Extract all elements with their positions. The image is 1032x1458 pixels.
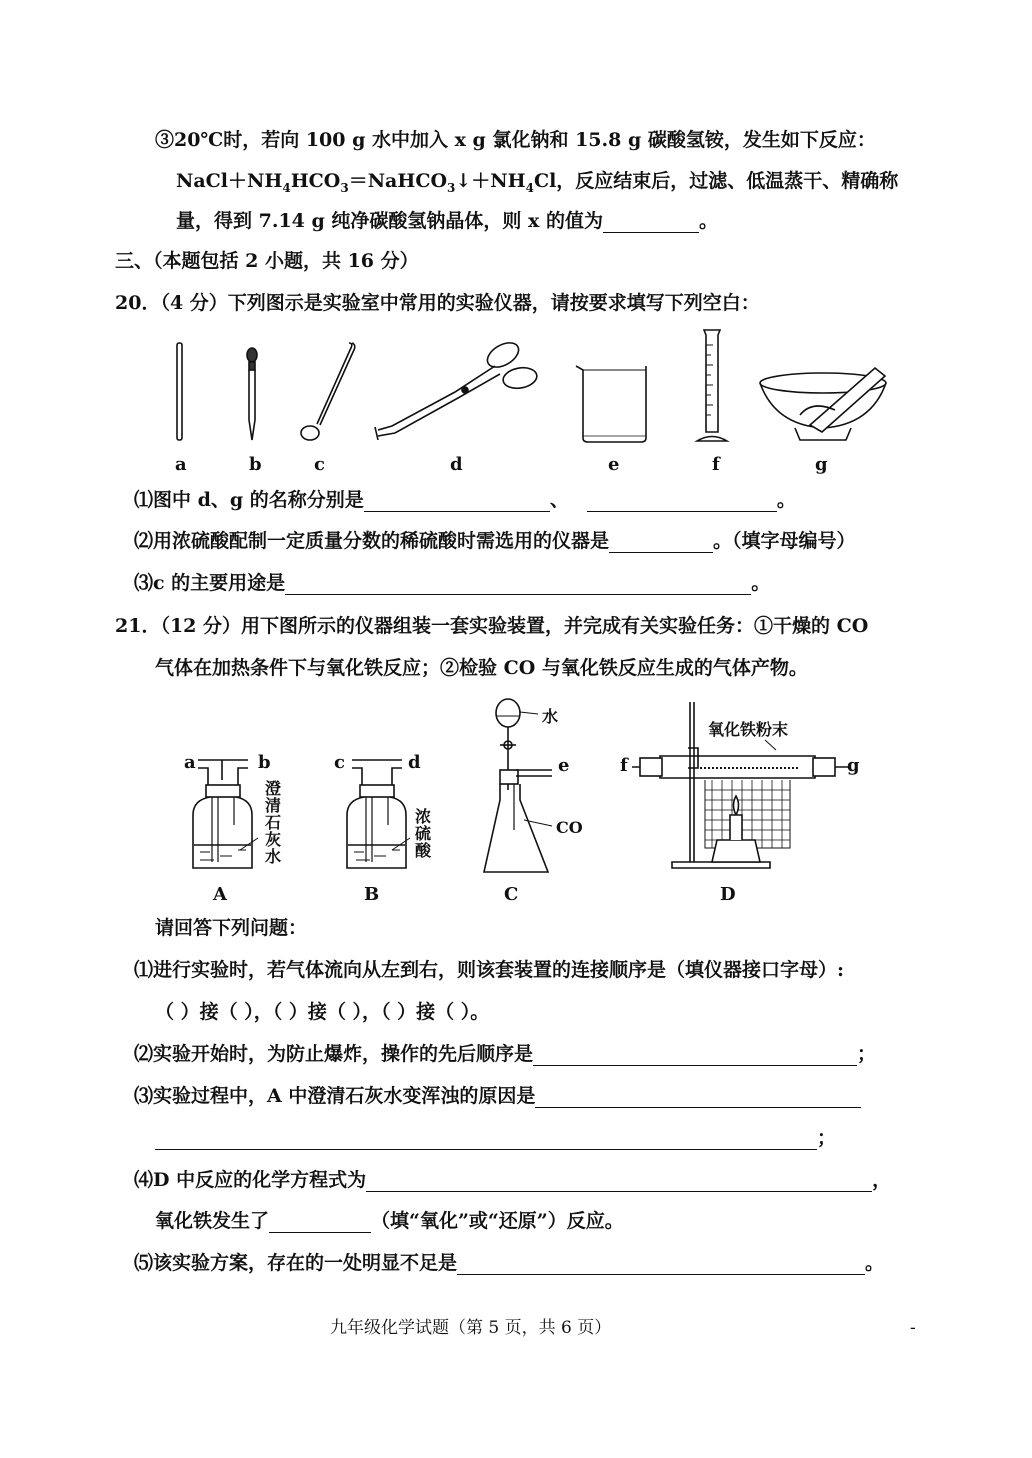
co-label: CO — [556, 818, 583, 837]
q19-3-line1: ③20℃时，若向 100 g 水中加入 x g 氯化钠和 15.8 g 碳酸氢铵，发生如下反应： — [155, 129, 876, 151]
eq-part: HCO — [290, 170, 341, 192]
answer-blank[interactable] — [155, 1129, 817, 1150]
port-label-e: e — [558, 755, 570, 776]
subscript: 4 — [525, 180, 534, 195]
eq-part: NaCl＋NH — [176, 170, 283, 192]
q21-part5 — [134, 1251, 884, 1275]
punct: 。 — [698, 210, 718, 232]
section-3-heading: 三、（本题包括 2 小题，共 16 分） — [115, 250, 419, 272]
iron-oxide-label: 氧化铁粉末 — [708, 720, 789, 739]
q21-part1: ⑴进行实验时，若气体流向从左到右，则该套装置的连接顺序是（填仪器接口字母）: — [134, 959, 845, 981]
q21-part4b-text: 氧化铁发生了 — [155, 1210, 270, 1232]
q21-part4b-note: （填“氧化”或“还原”）反应。 — [371, 1210, 624, 1232]
punct: ； — [817, 1127, 837, 1149]
q21-stem-line1: 21．（12 分）用下图所示的仪器组装一套实验装置，并完成有关实验任务：①干燥的 CO — [115, 615, 869, 637]
q21-part4 — [134, 1168, 891, 1192]
q21-part4-text: ⑷D 中反应的化学方程式为 — [134, 1169, 367, 1191]
q21-part2 — [134, 1042, 876, 1066]
apparatus-label-d: d — [450, 454, 463, 475]
port-label-b: b — [258, 752, 271, 773]
q21-part5-text: ⑸该实验方案，存在的一处明显不足是 — [134, 1252, 458, 1274]
q20-part2-note: 。（填字母编号） — [713, 530, 856, 552]
punct: 、 — [549, 489, 569, 511]
device-label-A: A — [213, 884, 227, 905]
device-label-B: B — [364, 884, 380, 905]
q20-part1-text: ⑴图中 d、g 的名称分别是 — [134, 489, 364, 511]
answer-blank[interactable] — [366, 1171, 872, 1192]
port-label-c: c — [334, 752, 345, 773]
q20-part2-text: ⑵用浓硫酸配制一定质量分数的稀硫酸时需选用的仪器是 — [134, 530, 610, 552]
punct: 。 — [751, 572, 771, 594]
q21-part2-text: ⑵实验开始时，为防止爆炸，操作的先后顺序是 — [134, 1043, 534, 1065]
q20-part3-text: ⑶c 的主要用途是 — [134, 572, 286, 594]
subscript: 4 — [282, 180, 291, 195]
device-label-C: C — [504, 884, 519, 905]
answer-blank[interactable] — [457, 1254, 865, 1275]
port-label-f: f — [620, 755, 628, 776]
page-footer: 九年级化学试题（第 5 页，共 6 页） — [330, 1318, 612, 1338]
eq-part: Cl，反应结束后，过滤、低温蒸干、精确称 — [533, 170, 899, 192]
apparatus-label-f: f — [712, 454, 720, 475]
apparatus-label-a: a — [175, 454, 187, 475]
conc-acid-label: 浓硫酸 — [415, 807, 432, 860]
apparatus-label-g: g — [815, 454, 828, 475]
q21-part3 — [134, 1084, 861, 1108]
footer-mark: - — [910, 1318, 916, 1338]
answer-blank[interactable] — [269, 1212, 371, 1233]
q21-part1-order: （ ）接（ ），（ ）接（ ），（ ）接（ ）。 — [155, 1001, 490, 1023]
subscript: 3 — [447, 180, 456, 195]
subscript: 3 — [340, 180, 349, 195]
q21-part3-cont — [155, 1126, 836, 1150]
eq-part: ↓＋NH — [455, 170, 526, 192]
gas-washing-bottle-A-icon — [193, 760, 258, 868]
q21-part3-text: ⑶实验过程中，A 中澄清石灰水变浑浊的原因是 — [134, 1085, 536, 1107]
limewater-label: 澄清石灰水 — [265, 779, 282, 866]
q20-stem: 20．（4 分）下列图示是实验室中常用的实验仪器，请按要求填写下列空白： — [115, 292, 760, 314]
port-label-g: g — [847, 755, 860, 776]
q19-3-text: 量，得到 7.14 g 纯净碳酸氢钠晶体，则 x 的值为 — [176, 210, 603, 232]
q21-intro: 请回答下列问题： — [155, 917, 308, 939]
punct: ； — [857, 1043, 877, 1065]
device-label-D: D — [720, 884, 736, 905]
punct: 。 — [776, 489, 796, 511]
q21-stem-line2: 气体在加热条件下与氧化铁反应；②检验 CO 与氧化铁反应生成的气体产物。 — [155, 657, 808, 679]
apparatus-label-b: b — [249, 454, 262, 475]
port-label-d: d — [408, 752, 421, 773]
gas-washing-bottle-B-icon — [347, 760, 410, 868]
q21-part4b — [155, 1209, 624, 1233]
punct: 。 — [865, 1252, 885, 1274]
apparatus-label-c: c — [314, 454, 325, 475]
eq-part: ＝NaHCO — [348, 170, 447, 192]
punct: ， — [872, 1169, 892, 1191]
apparatus-label-e: e — [608, 454, 620, 475]
answer-blank[interactable] — [535, 1087, 861, 1108]
port-label-a: a — [184, 752, 196, 773]
answer-blank[interactable] — [533, 1045, 857, 1066]
water-label: 水 — [542, 707, 559, 726]
